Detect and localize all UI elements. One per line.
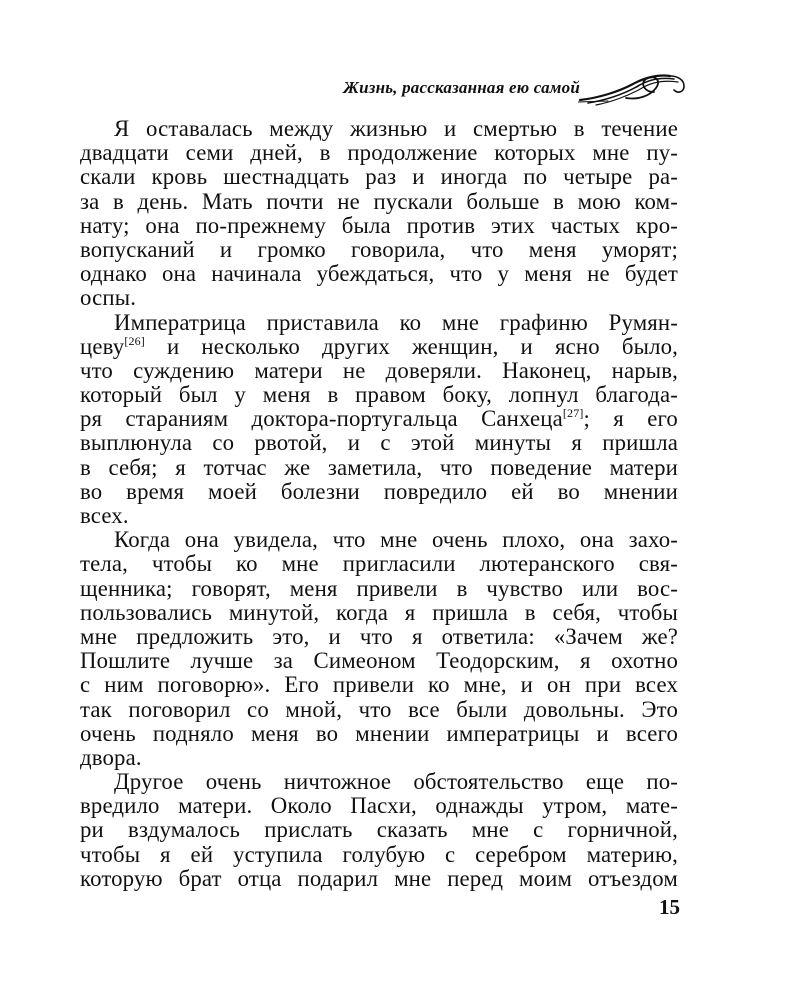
text-line: за в день. Мать почти не пускали больше в мою ком- bbox=[80, 188, 678, 214]
text-line: мне предложить это, и что я ответила: «Зачем же? bbox=[80, 623, 678, 649]
text-line: нату; она по-прежнему была против этих частых кро- bbox=[80, 212, 678, 238]
running-header-title: Жизнь, рассказанная ею самой bbox=[343, 78, 580, 97]
text-line: двадцати семи дней, в продолжение которых мне пу- bbox=[80, 140, 678, 166]
text-line: очень подняло меня во мнении императрицы и всего bbox=[80, 720, 678, 746]
text-line: Императрица приставила ко мне графиню Румян- bbox=[114, 309, 678, 335]
text-line: оспы. bbox=[80, 285, 137, 311]
text-line: в себя; я тотчас же заметила, что поведение матери bbox=[80, 454, 678, 480]
text-line: что суждению матери не доверяли. Наконец, нарыв, bbox=[80, 357, 678, 383]
text-line: пользовались минутой, когда я пришла в себя, чтобы bbox=[80, 599, 678, 625]
paragraph-4 bbox=[80, 770, 678, 891]
text-line: двора. bbox=[80, 744, 142, 770]
text-line: так поговорил со мной, что все были довольны. Это bbox=[80, 696, 678, 722]
text-line: ри вздумалось прислать сказать мне с горничной, bbox=[80, 817, 678, 843]
text-line: всех. bbox=[80, 503, 129, 528]
page-number: 15 bbox=[659, 895, 680, 919]
text-line: Пошлите лучше за Симеоном Теодорским, я охотно bbox=[80, 648, 678, 674]
text-line: Я оставалась между жизнью и смертью в течение bbox=[114, 116, 678, 141]
text-line: вопусканий и громко говорила, что меня уморят; bbox=[80, 236, 678, 262]
text-line: Другое очень ничтожное обстоятельство еще по- bbox=[114, 769, 678, 795]
paragraph-2 bbox=[80, 311, 678, 529]
text-fragment: ря стараниям доктора-португальца Санхеца bbox=[80, 406, 563, 432]
text-line: щенника; говорят, меня привели в чувство или вос- bbox=[80, 575, 678, 601]
text-line: с ним поговорю». Его привели ко мне, и он при всех bbox=[80, 672, 678, 698]
text-fragment: и несколько других женщин, и ясно было, bbox=[144, 333, 678, 359]
text-line: скали кровь шестнадцать раз и иногда по четыре ра- bbox=[80, 164, 678, 190]
text-line: во время моей болезни повредило ей во мнении bbox=[80, 478, 678, 504]
flourish-ornament-icon bbox=[578, 70, 690, 110]
text-line-with-footnote bbox=[80, 335, 678, 359]
text-line: Когда она увидела, что мне очень плохо, она захо- bbox=[114, 527, 678, 553]
text-line: выплюнула со рвотой, и с этой минуты я пришла bbox=[80, 430, 678, 456]
text-line: который был у меня в правом боку, лопнул благода- bbox=[80, 382, 678, 408]
running-header bbox=[300, 70, 690, 110]
text-fragment: ; я его bbox=[583, 406, 678, 432]
text-line: однако она начинала убеждаться, что у меня не будет bbox=[80, 261, 678, 287]
text-line: тела, чтобы ко мне пригласили лютеранского свя- bbox=[80, 551, 678, 577]
text-line: чтобы я ей уступила голубую с серебром материю, bbox=[80, 841, 678, 867]
text-line-with-footnote bbox=[80, 407, 678, 431]
page-body bbox=[80, 117, 678, 891]
text-line: которую брат отца подарил мне перед моим отъездом bbox=[80, 865, 678, 891]
footnote-ref-26[interactable]: [26] bbox=[124, 333, 145, 348]
footnote-ref-27[interactable]: [27] bbox=[562, 406, 584, 421]
text-fragment: цеву bbox=[80, 333, 125, 359]
paragraph-1 bbox=[80, 117, 678, 311]
text-line: вредило матери. Около Пасхи, однажды утром, мате- bbox=[80, 793, 678, 819]
paragraph-3 bbox=[80, 528, 678, 770]
